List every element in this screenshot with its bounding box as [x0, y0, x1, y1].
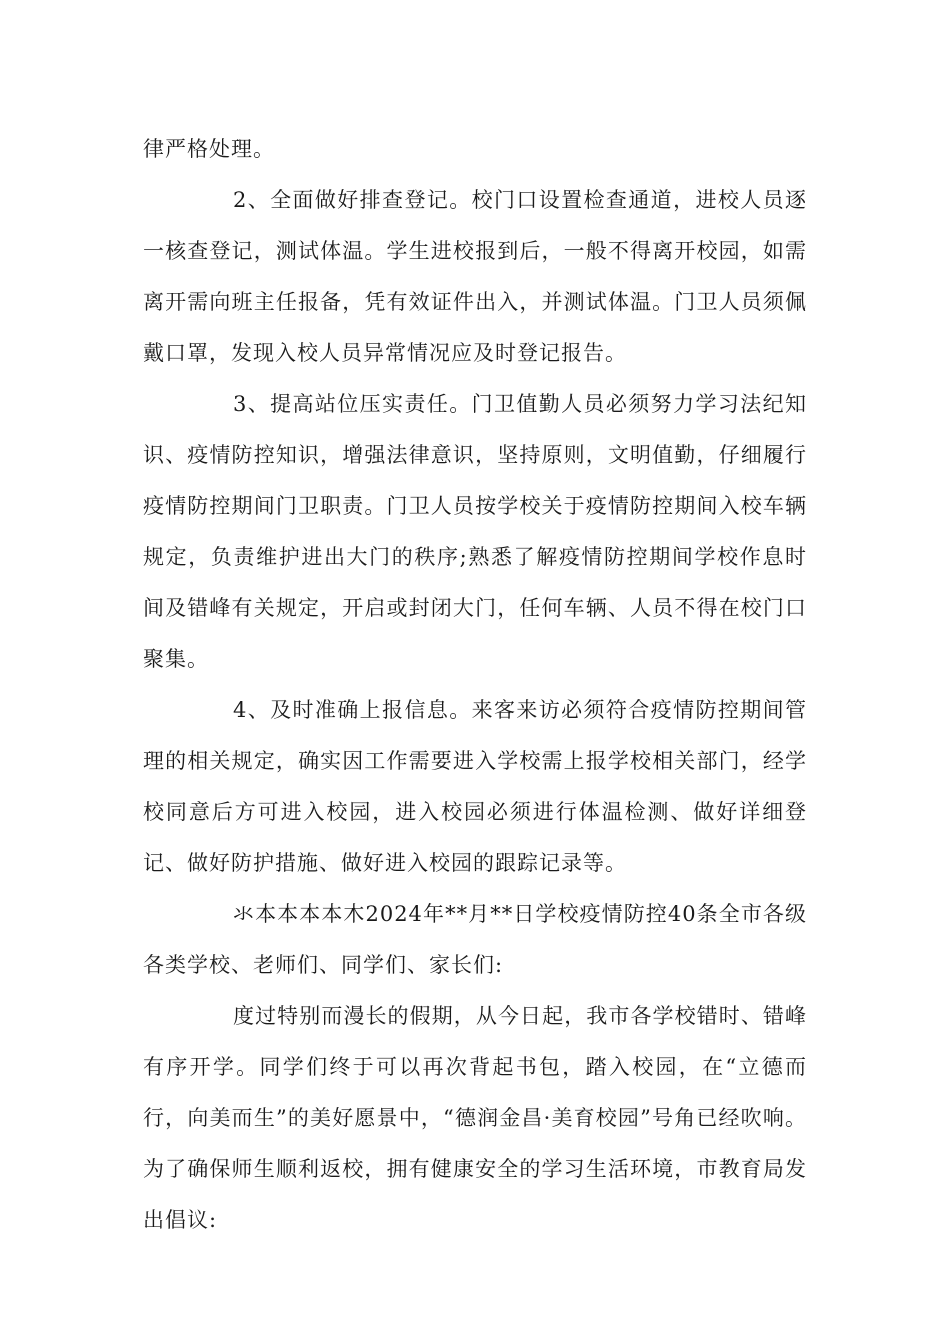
paragraph-body: 度过特别而漫长的假期，从今日起，我市各学校错时、错峰有序开学。同学们终于可以再次背起书包，踏入校园，在“立德而行，向美而生”的美好愿景中，“德润金昌·美育校园”号角已经吹响。为了确保师生顺利返校，拥有健康安全的学习生活环境，市教育局发出倡议: [143, 1004, 807, 1232]
paragraph-item-2: 2、全面做好排查登记。校门口设置检查通道，进校人员逐一核查登记，测试体温。学生进校报到后，一般不得离开校园，如需离开需向班主任报备，凭有效证件出入，并测试体温。门卫人员须佩戴口罩，发现入校人员异常情况应及时登记报告。 [143, 188, 807, 365]
paragraph-item-4: 4、及时准确上报信息。来客来访必须符合疫情防控期间管理的相关规定，确实因工作需要进入学校需上报学校相关部门，经学校同意后方可进入校园，进入校园必须进行体温检测、做好详细登记、做好防护措施、做好进入校园的跟踪记录等。 [143, 698, 807, 875]
paragraph-heading-salutation: 氺本本本本木2024年**月**日学校疫情防控40条全市各级各类学校、老师们、同学们、家长们: [143, 902, 807, 977]
document-body [143, 124, 807, 1246]
paragraph-item-3: 3、提高站位压实责任。门卫值勤人员必须努力学习法纪知识、疫情防控知识，增强法律意识，坚持原则，文明值勤，仔细履行疫情防控期间门卫职责。门卫人员按学校关于疫情防控期间入校车辆规定，负责维护进出大门的秩序;熟悉了解疫情防控期间学校作息时间及错峰有关规定，开启或封闭大门，任何车辆、人员不得在校门口聚集。 [143, 392, 807, 671]
paragraph-continuation: 律严格处理。 [143, 137, 275, 161]
